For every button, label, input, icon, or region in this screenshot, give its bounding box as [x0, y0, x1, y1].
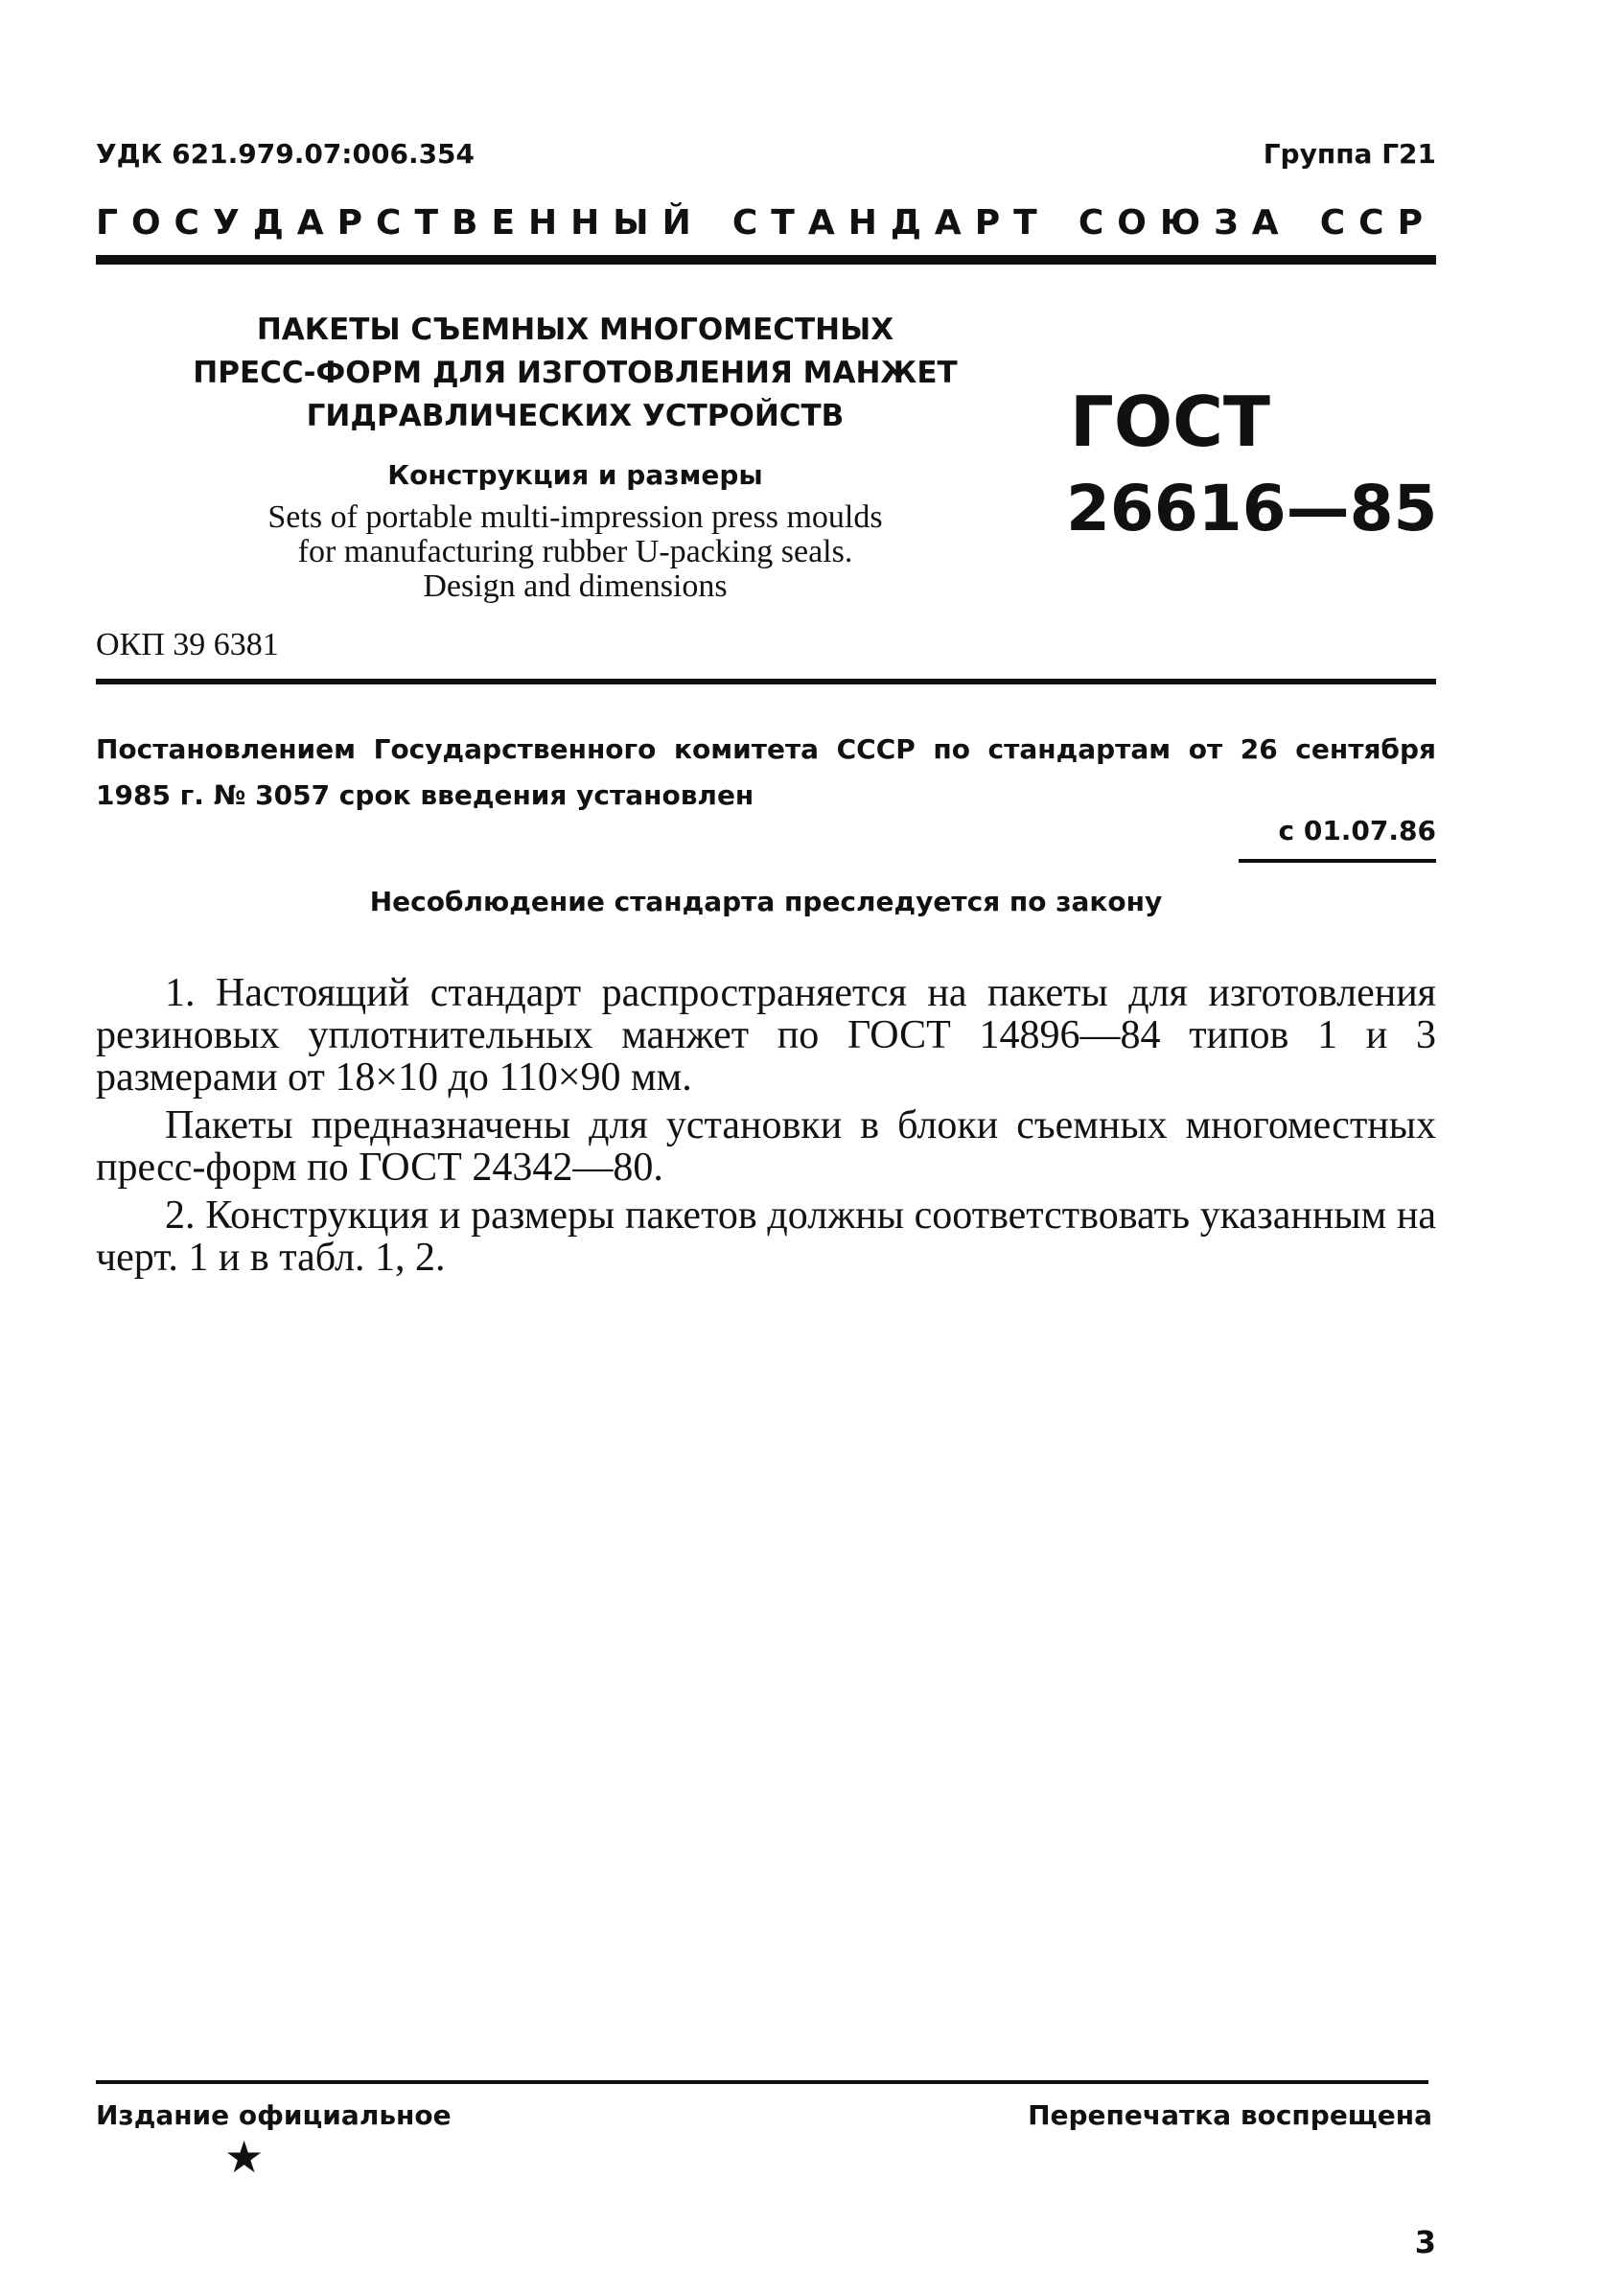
banner-word-4: ССР — [1319, 203, 1436, 243]
title-line-3: ГИДРАВЛИЧЕСКИХ УСТРОЙСТВ — [306, 399, 845, 433]
paragraph-3: 2. Конструкция и размеры пакетов должны соответствовать указанным на черт. 1 и в табл. 1, 2. — [96, 1193, 1436, 1280]
title-block — [96, 309, 1055, 604]
header-divider — [96, 255, 1436, 265]
english-title — [96, 500, 1055, 604]
banner-word-2: СТАНДАРТ — [731, 203, 1051, 243]
title-line-1: ПАКЕТЫ СЪЕМНЫХ МНОГОМЕСТНЫХ — [256, 313, 894, 347]
effective-date-underline — [1239, 859, 1436, 863]
legal-notice: Несоблюдение стандарта преследуется по закону — [369, 886, 1163, 917]
body-text — [96, 972, 1436, 1285]
paragraph-1: 1. Настоящий стандарт распространяется на пакеты для изготовления резиновых уплотнительных манжет по ГОСТ 14896—84 типов 1 и 3 размерами от 18×10 до 110×90 мм. — [96, 971, 1436, 1100]
star-icon: ★ — [224, 2133, 265, 2182]
okp-code: ОКП 39 6381 — [96, 627, 279, 662]
paragraph-2: Пакеты предназначены для установки в блоки съемных многоместных пресс-форм по ГОСТ 24342—80. — [96, 1103, 1436, 1190]
udk-code: УДК 621.979.07:006.354 — [96, 138, 476, 170]
english-title-line-2: for manufacturing rubber U-packing seals. — [297, 534, 853, 569]
decree-text: Постановлением Государственного комитета СССР по стандартам от 26 сентября 1985 г. № 3057 срок введения установлен — [96, 733, 1436, 811]
english-title-line-3: Design and dimensions — [423, 568, 728, 604]
footer-divider — [96, 2080, 1428, 2084]
title-line-2: ПРЕСС-ФОРМ ДЛЯ ИЗГОТОВЛЕНИЯ МАНЖЕТ — [193, 356, 958, 390]
page-number: 3 — [1414, 2224, 1436, 2260]
standard-type-banner — [96, 203, 1436, 243]
group-code: Группа Г21 — [1263, 138, 1436, 170]
gost-number: 26616—85 — [1066, 472, 1438, 545]
effective-date: с 01.07.86 — [1278, 815, 1436, 846]
english-title-line-1: Sets of portable multi-impression press moulds — [267, 499, 883, 535]
gost-label: ГОСТ — [1070, 382, 1271, 462]
banner-word-1: ГОСУДАРСТВЕННЫЙ — [96, 203, 705, 243]
title-divider — [96, 679, 1436, 684]
edition-label: Издание официальное — [96, 2099, 452, 2131]
reprint-notice: Перепечатка воспрещена — [1028, 2099, 1432, 2131]
banner-word-3: СОЮЗА — [1078, 203, 1292, 243]
title-subtitle: Конструкция и размеры — [387, 459, 763, 491]
